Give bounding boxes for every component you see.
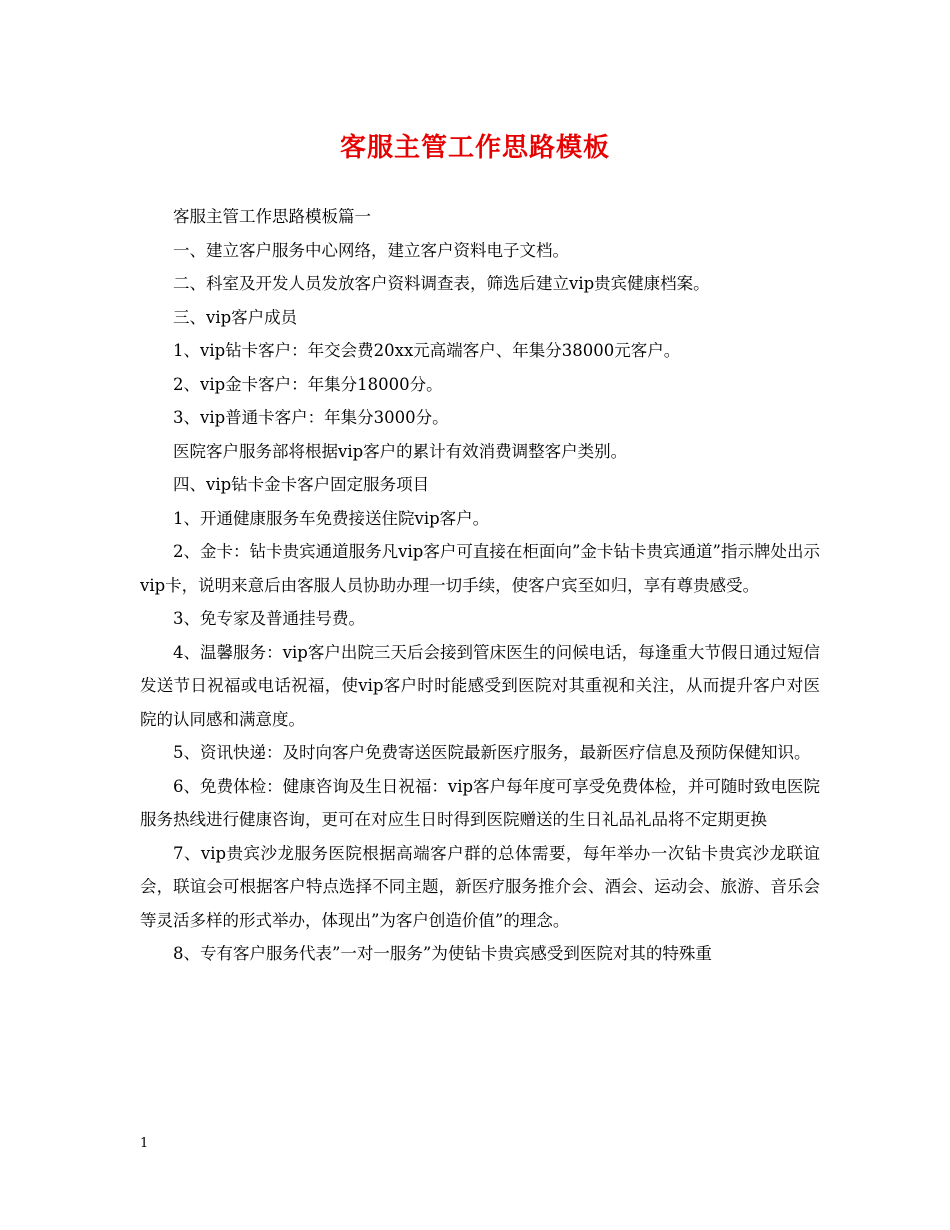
paragraph: 7、vip贵宾沙龙服务医院根据高端客户群的总体需要，每年举办一次钻卡贵宾沙龙联谊会，联谊会可根据客户特点选择不同主题，新医疗服务推介会、酒会、运动会、旅游、音乐会等灵活多样的形式举办，体现出”为客户创造价值”的理念。 bbox=[140, 843, 820, 930]
paragraph: 1、开通健康服务车免费接送住院vip客户。 bbox=[173, 508, 490, 528]
paragraph: 1、vip钻卡客户：年交会费20xx元高端客户、年集分38000元客户。 bbox=[173, 341, 681, 360]
paragraph: 三、vip客户成员 bbox=[173, 307, 298, 327]
paragraph: 医院客户服务部将根据vip客户的累计有效消费调整客户类别。 bbox=[173, 441, 628, 461]
paragraph: 二、科室及开发人员发放客户资料调查表，筛选后建立vip贵宾健康档案。 bbox=[173, 274, 710, 293]
paragraph: 3、免专家及普通挂号费。 bbox=[173, 609, 365, 628]
paragraph: 8、专有客户服务代表”一对一服务”为使钻卡贵宾感受到医院对其的特殊重 bbox=[173, 944, 712, 963]
document-title: 客服主管工作思路模板 bbox=[339, 133, 610, 163]
paragraph: 2、金卡：钻卡贵宾通道服务凡vip客户可直接在柜面向”金卡钻卡贵宾通道”指示牌处出示vip卡，说明来意后由客服人员协助办理一切手续，使客户宾至如归，享有尊贵感受。 bbox=[140, 542, 820, 595]
paragraph: 一、建立客户服务中心网络，建立客户资料电子文档。 bbox=[173, 240, 569, 260]
paragraph: 客服主管工作思路模板篇一 bbox=[173, 207, 371, 226]
document-body bbox=[140, 200, 820, 971]
paragraph: 2、vip金卡客户：年集分18000分。 bbox=[173, 374, 443, 394]
paragraph: 5、资讯快递：及时向客户免费寄送医院最新医疗服务，最新医疗信息及预防保健知识。 bbox=[173, 743, 811, 762]
paragraph: 四、vip钻卡金卡客户固定服务项目 bbox=[173, 475, 430, 494]
page-number: 1 bbox=[140, 1136, 149, 1151]
paragraph: 4、温馨服务：vip客户出院三天后会接到管床医生的问候电话，每逢重大节假日通过短信发送节日祝福或电话祝福，使vip客户时时能感受到医院对其重视和关注，从而提升客户对医院的认同感和满意度。 bbox=[140, 642, 820, 729]
paragraph: 6、免费体检：健康咨询及生日祝福：vip客户每年度可享受免费体检，并可随时致电医院服务热线进行健康咨询，更可在对应生日时得到医院赠送的生日礼品礼品将不定期更换 bbox=[140, 776, 820, 829]
paragraph: 3、vip普通卡客户：年集分3000分。 bbox=[173, 408, 449, 427]
